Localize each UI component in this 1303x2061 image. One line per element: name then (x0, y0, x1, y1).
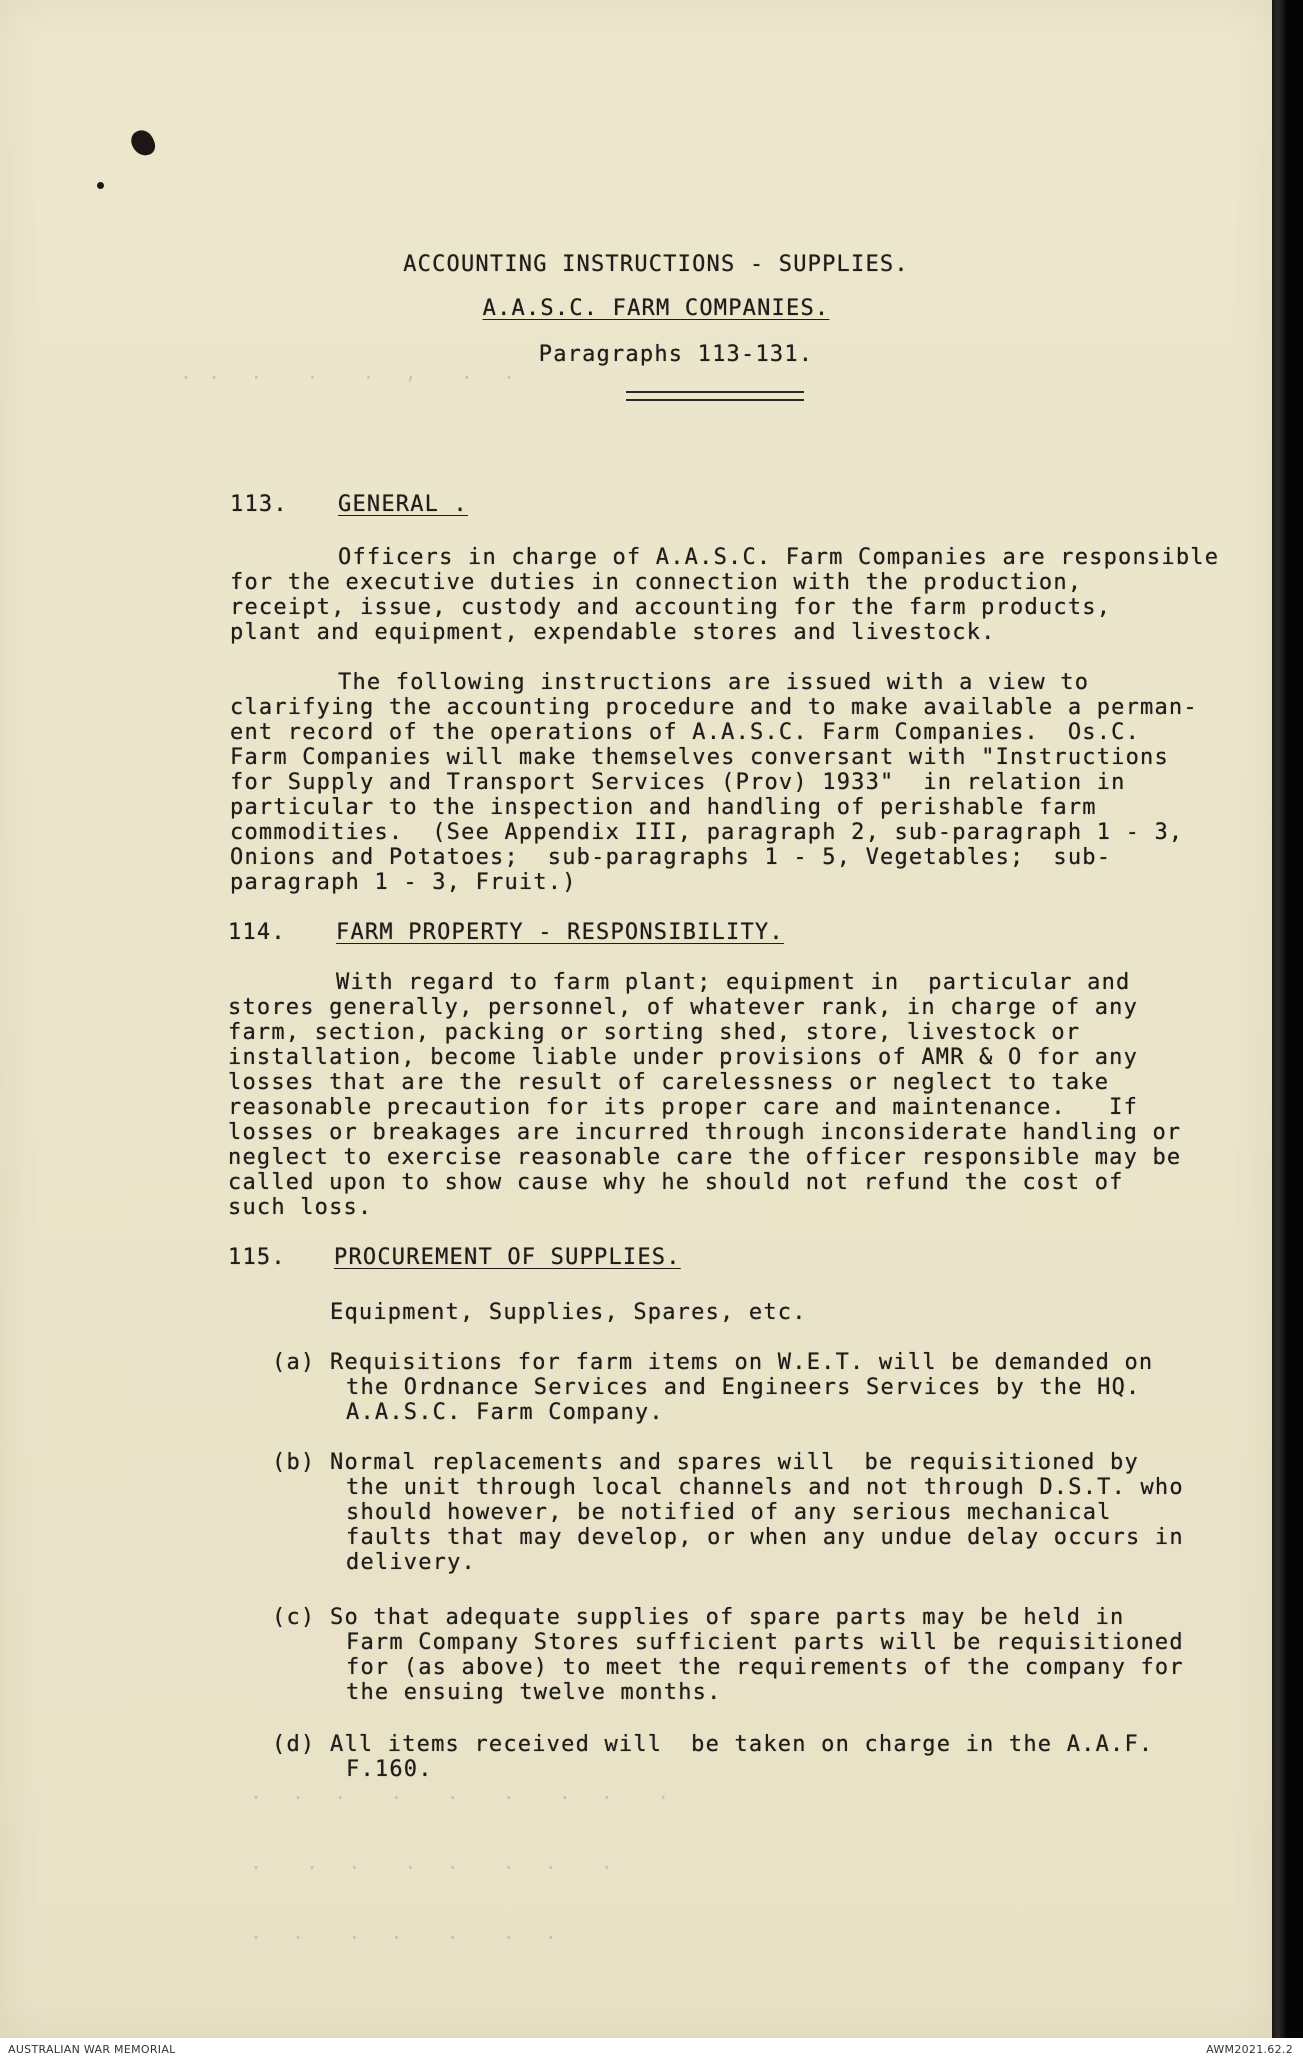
section-number: 115. (228, 1245, 286, 1270)
body-line: particular to the inspection and handling of perishable farm (230, 795, 1097, 820)
ink-dot (97, 182, 104, 189)
item-label: (c) (272, 1605, 316, 1630)
document-title: ACCOUNTING INSTRUCTIONS - SUPPLIES. (403, 252, 909, 277)
item-line: Farm Company Stores sufficient parts will be requisitioned (346, 1630, 1184, 1655)
section-number: 114. (228, 920, 286, 945)
section-heading: GENERAL . (338, 492, 469, 517)
body-line: With regard to farm plant; equipment in particular and (336, 970, 1131, 995)
section-number: 113. (230, 492, 288, 517)
item-line: delivery. (346, 1550, 477, 1575)
body-line: losses or breakages are incurred through inconsiderate handling or (228, 1120, 1182, 1145)
item-line: the unit through local channels and not through D.S.T. who (346, 1475, 1184, 1500)
archive-footer (0, 2038, 1303, 2061)
footer-institution: AUSTRALIAN WAR MEMORIAL (8, 2043, 176, 2056)
body-line: ent record of the operations of A.A.S.C. Farm Companies. Os.C. (230, 720, 1141, 745)
item-line: the Ordnance Services and Engineers Services by the HQ. (346, 1375, 1141, 1400)
body-line: losses that are the result of carelessness or neglect to take (228, 1070, 1110, 1095)
item-line: F.160. (346, 1757, 433, 1782)
show-through-marks: . . . . . . . (250, 1920, 559, 1944)
item-line: A.A.S.C. Farm Company. (346, 1400, 664, 1425)
body-line: The following instructions are issued with a view to (338, 670, 1090, 695)
header-double-rule (626, 391, 804, 401)
body-line: Farm Companies will make themselves conversant with "Instructions (230, 745, 1169, 770)
body-line: for Supply and Transport Services (Prov) 1933" in relation in (230, 770, 1126, 795)
item-line: faults that may develop, or when any undue delay occurs in (346, 1525, 1184, 1550)
item-line: the ensuing twelve months. (346, 1680, 722, 1705)
item-label: (a) (272, 1350, 316, 1375)
body-line: plant and equipment, expendable stores and livestock. (230, 620, 996, 645)
item-line: So that adequate supplies of spare parts may be held in (330, 1605, 1125, 1630)
item-line: All items received will be taken on charge in the A.A.F. (330, 1732, 1154, 1757)
body-line: stores generally, personnel, of whatever rank, in charge of any (228, 995, 1139, 1020)
section-heading: PROCUREMENT OF SUPPLIES. (334, 1245, 681, 1270)
body-line: neglect to exercise reasonable care the officer responsible may be (228, 1145, 1182, 1170)
item-line: Normal replacements and spares will be requisitioned by (330, 1450, 1139, 1475)
paragraph-range: Paragraphs 113-131. (538, 342, 814, 367)
body-line: clarifying the accounting procedure and to make available a perman- (230, 695, 1198, 720)
item-label: (d) (272, 1732, 316, 1757)
show-through-marks: . . . . . . . . . (250, 1780, 672, 1804)
body-line: reasonable precaution for its proper care and maintenance. If (228, 1095, 1139, 1120)
footer-accession-number: AWM2021.62.2 (1206, 2043, 1293, 2056)
body-line: Onions and Potatoes; sub-paragraphs 1 - 5, Vegetables; sub- (230, 845, 1112, 870)
body-line: receipt, issue, custody and accounting for the farm products, (230, 595, 1112, 620)
section-heading: FARM PROPERTY - RESPONSIBILITY. (336, 920, 784, 945)
body-line: for the executive duties in connection with the production, (230, 570, 1083, 595)
body-line: farm, section, packing or sorting shed, store, livestock or (228, 1020, 1081, 1045)
item-line: should however, be notified of any serious mechanical (346, 1500, 1112, 1525)
item-line: Requisitions for farm items on W.E.T. will be demanded on (330, 1350, 1154, 1375)
body-line: called upon to show cause why he should not refund the cost of (228, 1170, 1124, 1195)
show-through-marks: . . . . . . . . (250, 1850, 616, 1874)
document-subtitle: A.A.S.C. FARM COMPANIES. (482, 296, 830, 321)
item-label: (b) (272, 1450, 316, 1475)
body-line: Officers in charge of A.A.S.C. Farm Companies are responsible (338, 545, 1220, 570)
show-through-marks: . . . . . , . . (180, 360, 517, 384)
body-line: installation, become liable under provisions of AMR & O for any (228, 1045, 1139, 1070)
body-line: paragraph 1 - 3, Fruit.) (230, 870, 577, 895)
body-line: commodities. (See Appendix III, paragraph 2, sub-paragraph 1 - 3, (230, 820, 1184, 845)
body-line: such loss. (228, 1195, 373, 1220)
item-line: for (as above) to meet the requirements of the company for (346, 1655, 1184, 1680)
subheading: Equipment, Supplies, Spares, etc. (330, 1300, 807, 1325)
